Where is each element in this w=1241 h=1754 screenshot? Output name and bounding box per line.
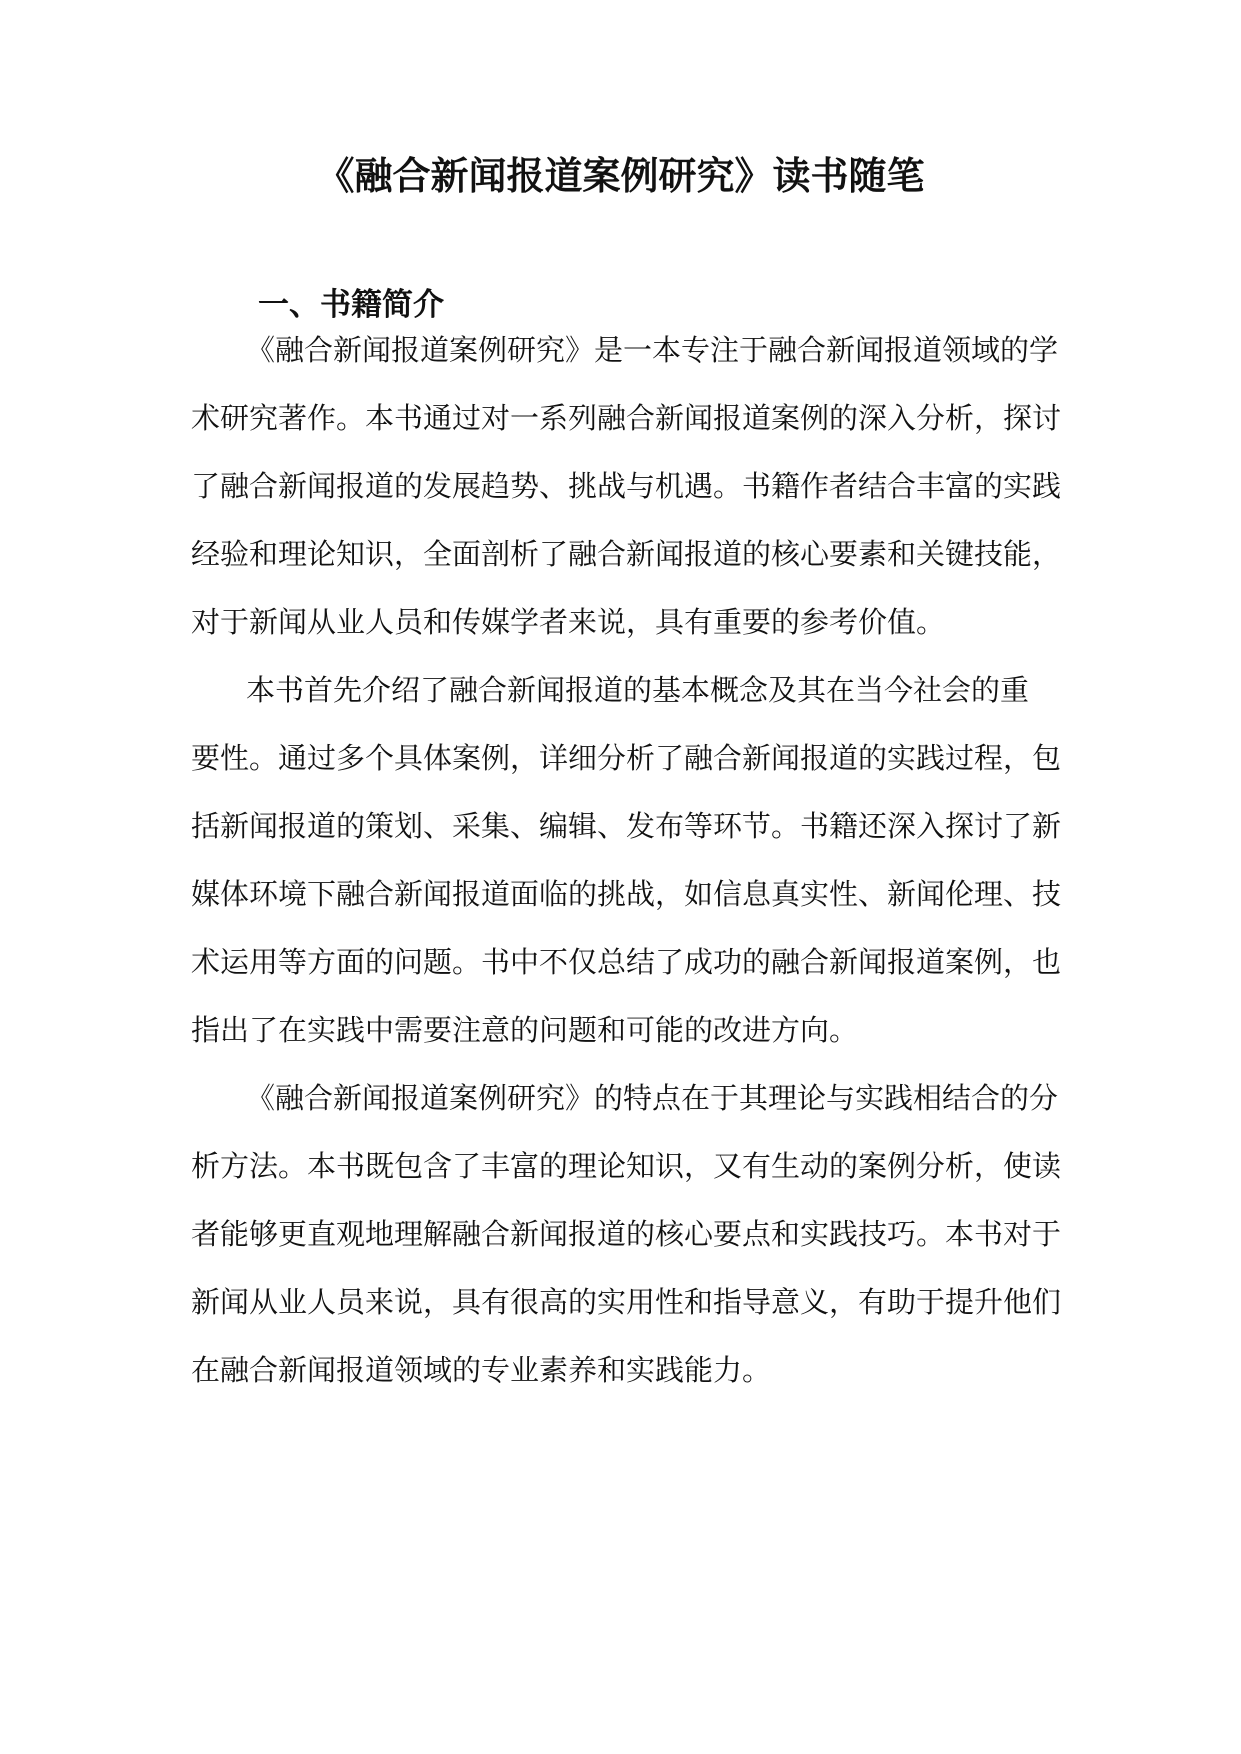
paragraph-line: 了融合新闻报道的发展趋势、挑战与机遇。书籍作者结合丰富的实践 bbox=[191, 469, 1062, 503]
paragraph-line: 析方法。本书既包含了丰富的理论知识，又有生动的案例分析，使读 bbox=[191, 1149, 1062, 1183]
paragraph-line: 术运用等方面的问题。书中不仅总结了成功的融合新闻报道案例，也 bbox=[191, 945, 1062, 979]
paragraph-line: 新闻从业人员来说，具有很高的实用性和指导意义，有助于提升他们 bbox=[191, 1285, 1062, 1319]
paragraph-line: 者能够更直观地理解融合新闻报道的核心要点和实践技巧。本书对于 bbox=[191, 1217, 1062, 1251]
paragraph-line: 指出了在实践中需要注意的问题和可能的改进方向。 bbox=[191, 1013, 859, 1047]
paragraph-line: 《融合新闻报道案例研究》是一本专注于融合新闻报道领域的学 bbox=[246, 333, 1059, 367]
document-title: 《融合新闻报道案例研究》读书随笔 bbox=[316, 154, 925, 198]
paragraph-line: 媒体环境下融合新闻报道面临的挑战，如信息真实性、新闻伦理、技 bbox=[191, 877, 1062, 911]
paragraph-line: 要性。通过多个具体案例，详细分析了融合新闻报道的实践过程，包 bbox=[191, 741, 1062, 775]
paragraph-line: 对于新闻从业人员和传媒学者来说，具有重要的参考价值。 bbox=[191, 605, 946, 639]
paragraph-line: 术研究著作。本书通过对一系列融合新闻报道案例的深入分析，探讨 bbox=[191, 401, 1062, 435]
paragraph-line: 括新闻报道的策划、采集、编辑、发布等环节。书籍还深入探讨了新 bbox=[191, 809, 1062, 843]
paragraph-line: 本书首先介绍了融合新闻报道的基本概念及其在当今社会的重 bbox=[246, 673, 1030, 707]
paragraph-line: 《融合新闻报道案例研究》的特点在于其理论与实践相结合的分 bbox=[246, 1081, 1059, 1115]
paragraph-line: 经验和理论知识，全面剖析了融合新闻报道的核心要素和关键技能， bbox=[191, 537, 1062, 571]
section-heading: 一、书籍简介 bbox=[258, 287, 444, 323]
paragraph-line: 在融合新闻报道领域的专业素养和实践能力。 bbox=[191, 1353, 772, 1387]
